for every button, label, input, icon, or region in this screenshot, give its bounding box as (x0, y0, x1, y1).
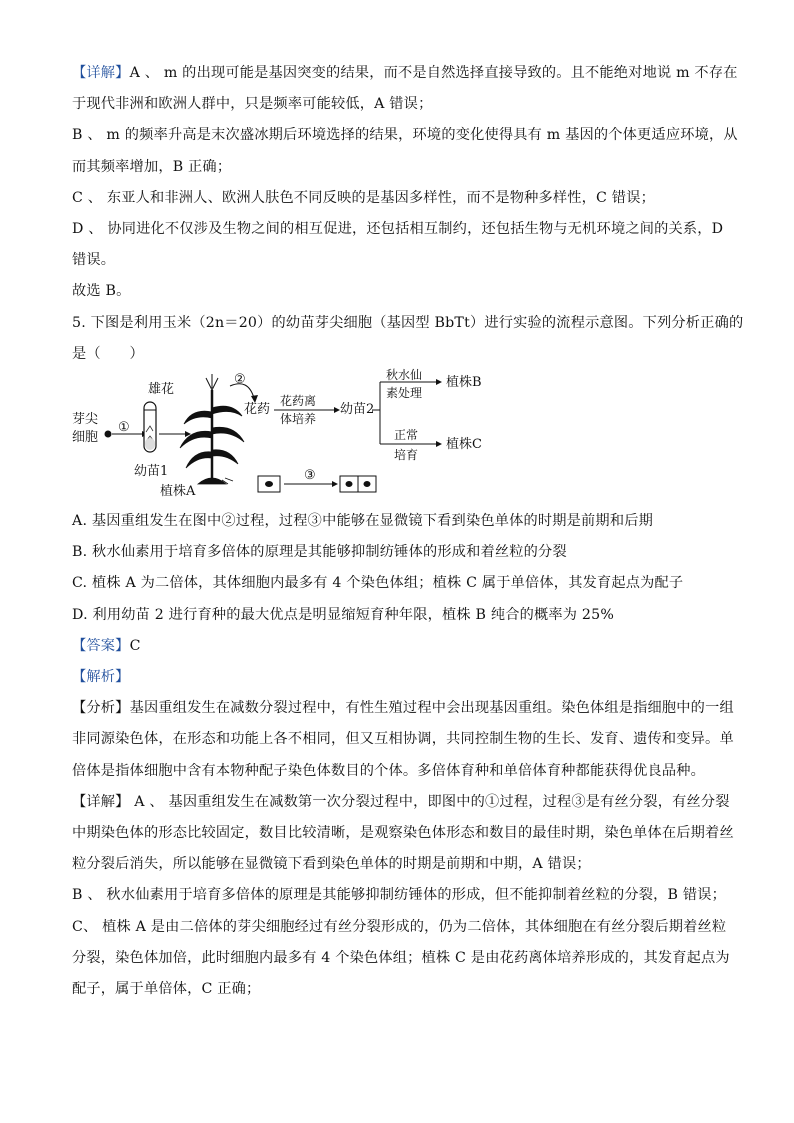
label-plant-b: 植株B (446, 375, 482, 391)
question-5-stem: 5. 下图是利用玉米（2n＝20）的幼苗芽尖细胞（基因型 BbTt）进行实验的流程示意图。下列分析正确的 (72, 314, 744, 331)
paragraph-text: A 、 m 的出现可能是基因突变的结果，而不是自然选择直接导致的。且不能绝对地说 m 不存在 (129, 65, 738, 81)
paragraph-line: 于现代非洲和欧洲人群中，只是频率可能较低，A 错误； (72, 96, 433, 113)
breeding-flow-diagram (72, 368, 512, 502)
label-plant-a: 植株A (160, 484, 196, 500)
section-tag: 【详解】 (72, 65, 130, 81)
label-colchicine-2: 素处理 (386, 386, 423, 401)
detail-paragraph-b: B 、 秋水仙素用于培育多倍体的原理是其能够抑制纺锤体的形成，但不能抑制着丝粒的分裂，B 错误； (72, 887, 727, 904)
dividing-cell-icon (340, 476, 376, 492)
answer-line (72, 631, 722, 662)
paragraph-line: 分裂，染色体加倍，此时细胞内最多有 4 个染色体组；植株 C 是由花药离体培养形成的，其发育起点为 (72, 949, 730, 966)
label-anther: 花药 (244, 402, 271, 418)
explanation-paragraph-d: D 、 协同进化不仅涉及生物之间的相互促进，还包括相互制约，还包括生物与无机环境之间的关系，D (72, 221, 724, 238)
paragraph-line: 中期染色体的形态比较固定，数目比较清晰，是观察染色体形态和数目的最佳时期，染色单体在后期着丝 (72, 825, 734, 842)
paragraph-line: 而其频率增加，B 正确； (72, 158, 232, 175)
analysis-paragraph (72, 693, 734, 724)
label-anther-culture-1: 花药离 (280, 394, 317, 409)
label-bud-tip: 芽尖 (72, 412, 99, 428)
answer-tag: 【答案】 (72, 637, 130, 654)
explanation-paragraph-a (72, 58, 738, 89)
option-d: D. 利用幼苗 2 进行育种的最大优点是明显缩短育种年限，植株 B 纯合的概率为 25% (72, 606, 615, 623)
label-step-1: ① (118, 420, 130, 436)
explanation-paragraph-c: C 、 东亚人和非洲人、欧洲人肤色不同反映的是基因多样性，而不是物种多样性，C 错误； (72, 189, 655, 206)
label-normal-2: 培育 (394, 448, 419, 463)
option-c: C. 植株 A 为二倍体，其体细胞内最多有 4 个染色体组；植株 C 属于单倍体，其发育起点为配子 (72, 575, 684, 592)
detail-paragraph-c: C、 植株 A 是由二倍体的芽尖细胞经过有丝分裂形成的，仍为二倍体，其体细胞在有丝分裂后期着丝粒 (72, 918, 727, 935)
detail-tag: 【详解】 (72, 793, 130, 810)
label-step-2: ② (234, 372, 246, 388)
option-a: A. 基因重组发生在图中②过程，过程③中能够在显微镜下看到染色单体的时期是前期和后期 (72, 513, 653, 530)
label-normal-1: 正常 (394, 428, 419, 443)
label-anther-culture-2: 体培养 (280, 412, 317, 427)
analysis-subtag: 【分析】 (72, 700, 130, 717)
document-page (72, 58, 744, 1005)
cell-icon (258, 476, 280, 492)
analysis-heading (72, 662, 722, 693)
label-seedling-2: 幼苗2 (340, 402, 375, 418)
paragraph-text: 基因重组发生在减数分裂过程中，有性生殖过程中会出现基因重组。染色体组是指细胞中的一组 (129, 700, 734, 717)
paragraph-line: 错误。 (72, 252, 116, 269)
answer-value: C (129, 637, 141, 654)
label-cell: 细胞 (72, 430, 99, 446)
label-seedling-1: 幼苗1 (134, 464, 169, 480)
corn-plant-icon (180, 374, 244, 484)
bud-dot-icon (105, 431, 112, 438)
label-male-flower: 雄花 (148, 382, 175, 398)
paragraph-line: 粒分裂后消失，所以能够在显微镜下看到染色单体的时期是前期和中期，A 错误； (72, 856, 591, 873)
question-5-stem-cont: 是（ ） (72, 345, 144, 362)
paragraph-line: 非同源染色体，在形态和功能上各不相同，但又互相协调，共同控制生物的生长、发育、遗传和变异。单 (72, 731, 734, 748)
conclusion-line: 故选 B。 (72, 283, 131, 300)
paragraph-text: A 、 基因重组发生在减数第一次分裂过程中，即图中的①过程，过程③是有丝分裂，有丝分裂 (129, 793, 730, 810)
label-colchicine-1: 秋水仙 (386, 368, 423, 383)
paragraph-line: 倍体是指体细胞中含有本物种配子染色体数目的个体。多倍体育种和单倍体育种都能获得优良品种。 (72, 762, 706, 779)
option-b: B. 秋水仙素用于培育多倍体的原理是其能够抑制纺锤体的形成和着丝粒的分裂 (72, 544, 567, 561)
detail-paragraph-a (72, 787, 730, 818)
analysis-tag: 【解析】 (72, 669, 130, 686)
label-plant-c: 植株C (446, 437, 482, 453)
explanation-paragraph-b: B 、 m 的频率升高是末次盛冰期后环境选择的结果，环境的变化使得具有 m 基因的个体更适应环境，从 (72, 127, 738, 144)
label-step-3: ③ (304, 468, 316, 484)
test-tube-icon (144, 402, 156, 452)
paragraph-line: 配子，属于单倍体，C 正确； (72, 981, 261, 998)
